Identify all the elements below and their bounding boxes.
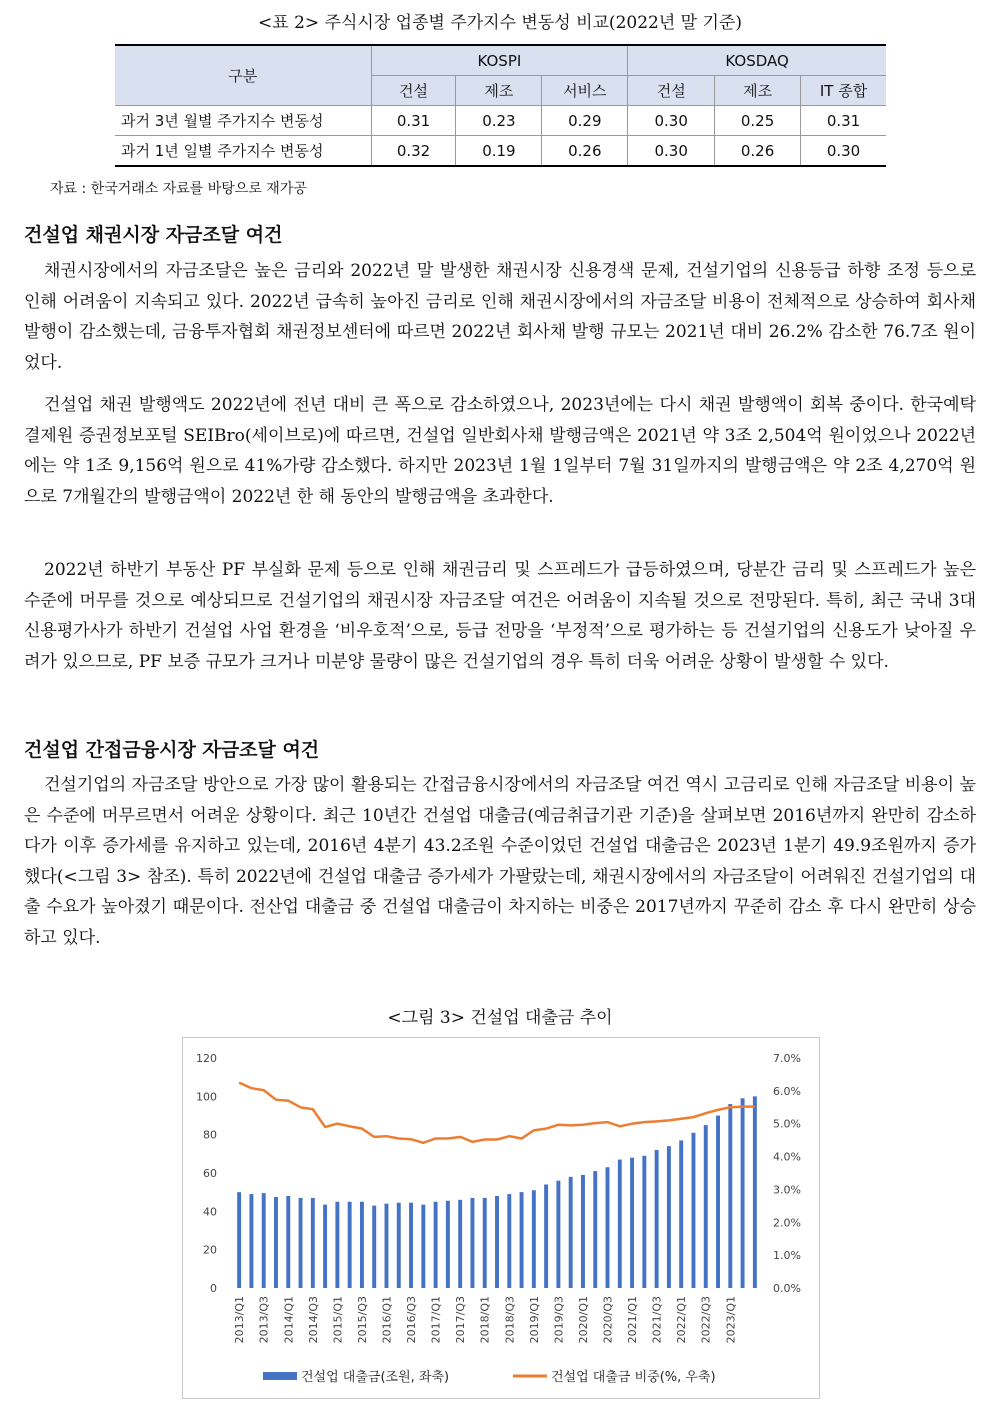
x-axis-tick-label: 2015/Q3 (355, 1296, 369, 1344)
right-axis-tick-label: 7.0% (773, 1052, 801, 1065)
x-axis-tick-label: 2018/Q1 (478, 1296, 492, 1344)
paragraph: 채권시장에서의 자금조달은 높은 금리와 2022년 말 발생한 채권시장 신용경색 문제, 건설기업의 신용등급 하향 조정 등으로 인해 어려움이 지속되고 있다. 2022년 급속히 높아진 금리로 인해 채권시장에서의 자금조달 비용이 전체적으로 상승하여 회사채 발행이 감소했는데, 금융투자협회 채권정보센터에 따르면 2022년 회사채 발행 규모는 2021년 대비 26.2% 감소한 76.7조 원이었다. (24, 261, 976, 373)
x-axis-tick-label: 2021/Q1 (626, 1296, 640, 1344)
right-axis-tick-label: 5.0% (773, 1117, 801, 1131)
table-row (115, 136, 886, 167)
bar (397, 1203, 401, 1288)
table-cell: 0.26 (715, 136, 801, 167)
x-axis-tick-label: 2019/Q1 (527, 1296, 541, 1344)
x-axis-tick-label: 2016/Q3 (405, 1296, 419, 1344)
bar (716, 1116, 720, 1289)
x-axis-tick-label: 2023/Q1 (724, 1296, 738, 1344)
bar (753, 1096, 757, 1288)
bar (618, 1160, 622, 1288)
table-cell: 0.32 (371, 136, 456, 167)
table-cell: 0.23 (456, 106, 542, 136)
table-cell: 0.30 (801, 136, 886, 167)
bar (262, 1193, 266, 1288)
legend-label: 건설업 대출금(조원, 좌축) (301, 1370, 450, 1385)
section-heading-bond-market: 건설업 채권시장 자금조달 여건 (24, 224, 283, 246)
bar (299, 1198, 303, 1288)
bar (532, 1190, 536, 1288)
bar (385, 1204, 389, 1288)
row-label: 과거 1년 일별 주가지수 변동성 (115, 136, 371, 167)
bar (520, 1192, 524, 1288)
table-cell: 0.19 (456, 136, 542, 167)
bar (335, 1202, 339, 1288)
column-header: 제조 (456, 76, 542, 106)
volatility-table (115, 44, 886, 167)
bar (446, 1201, 450, 1288)
x-axis-tick-label: 2019/Q3 (552, 1296, 566, 1344)
left-axis-tick-label: 120 (196, 1052, 217, 1065)
column-header: 건설 (371, 76, 456, 106)
bar (544, 1185, 548, 1289)
bar (692, 1133, 696, 1288)
column-header: IT 종합 (801, 76, 886, 106)
x-axis-tick-label: 2015/Q1 (331, 1296, 345, 1344)
bar (569, 1177, 573, 1288)
column-header: 건설 (628, 76, 715, 106)
bar (434, 1202, 438, 1288)
bar (286, 1196, 290, 1288)
table-row (115, 106, 886, 136)
table-cell: 0.30 (628, 136, 715, 167)
bar (704, 1125, 708, 1288)
table-caption: <표 2> 주식시장 업종별 주가지수 변동성 비교(2022년 말 기준) (258, 13, 742, 33)
table-corner-header: 구분 (115, 45, 371, 106)
chart-svg (183, 1038, 819, 1398)
bar (237, 1192, 241, 1288)
column-header: 서비스 (542, 76, 628, 106)
loan-trend-chart (182, 1037, 820, 1399)
bar (372, 1206, 376, 1288)
table-cell: 0.31 (801, 106, 886, 136)
right-axis-tick-label: 6.0% (773, 1084, 801, 1098)
bar (323, 1205, 327, 1288)
x-axis-tick-label: 2013/Q3 (257, 1296, 271, 1344)
bar (630, 1158, 634, 1288)
x-axis-tick-label: 2022/Q1 (675, 1296, 689, 1344)
bar (593, 1171, 597, 1288)
bar (470, 1198, 474, 1288)
bar (458, 1200, 462, 1288)
right-axis-tick-label: 0.0% (773, 1282, 801, 1295)
bar (642, 1156, 646, 1288)
left-axis-tick-label: 100 (196, 1090, 217, 1104)
bar (360, 1202, 364, 1288)
paragraph: 건설업 채권 발행액도 2022년에 전년 대비 큰 폭으로 감소하였으나, 2023년에는 다시 채권 발행액이 회복 중이다. 한국예탁결제원 증권정보포털 SEIBro(세이브로)에 따르면, 건설업 일반회사채 발행금액은 2021년 약 3조 2,504억 원이었으나 2022년에는 약 1조 9,156억 원으로 41%가량 감소했다. 하지만 2023년 1월 1일부터 7월 31일까지의 발행금액은 약 2조 4,270억 원으로 7개월간의 발행금액이 2022년 한 해 동안의 발행금액을 초과한다. (24, 395, 976, 507)
bar (274, 1197, 278, 1288)
table-cell: 0.30 (628, 106, 715, 136)
paragraph: 2022년 하반기 부동산 PF 부실화 문제 등으로 인해 채권금리 및 스프레드가 급등하였으며, 당분간 금리 및 스프레드가 높은 수준에 머무를 것으로 예상되므로 건설기업의 채권시장 자금조달 여건은 어려움이 지속될 것으로 전망된다. 특히, 최근 국내 3대 신용평가사가 하반기 건설업 사업 환경을 ‘비우호적’으로, 등급 전망을 ‘부정적’으로 평가하는 등 건설기업의 신용도가 낮아질 우려가 있으므로, PF 보증 규모가 크거나 미분양 물량이 많은 건설기업의 경우 특히 더욱 어려운 상황이 발생할 수 있다. (24, 560, 976, 672)
row-label: 과거 3년 월별 주가지수 변동성 (115, 106, 371, 136)
right-axis-tick-label: 3.0% (773, 1183, 801, 1197)
bar (679, 1140, 683, 1288)
bar (581, 1175, 585, 1288)
bar (311, 1198, 315, 1288)
legend-bar-swatch (263, 1372, 297, 1380)
x-axis-tick-label: 2018/Q3 (503, 1296, 517, 1344)
column-header: 제조 (715, 76, 801, 106)
x-axis-tick-label: 2020/Q3 (601, 1296, 615, 1344)
paragraph: 건설기업의 자금조달 방안으로 가장 많이 활용되는 간접금융시장에서의 자금조달 여건 역시 고금리로 인해 자금조달 비용이 높은 수준에 머무르면서 어려운 상황이다. 최근 10년간 건설업 대출금(예금취급기관 기준)을 살펴보면 2016년까지 완만히 감소하다가 이후 증가세를 유지하고 있는데, 2016년 4분기 43.2조원 수준이었던 건설업 대출금은 2023년 1분기 49.9조원까지 증가했다(<그림 3> 참조). 특히 2022년에 건설업 대출금 증가세가 가팔랐는데, 채권시장에서의 자금조달이 어려워진 건설기업의 대출 수요가 높아졌기 때문이다. 전산업 대출금 중 건설업 대출금이 차지하는 비중은 2017년까지 꾸준히 감소 후 다시 완만히 상승하고 있다. (24, 775, 976, 948)
right-axis-tick-label: 4.0% (773, 1150, 801, 1164)
x-axis-tick-label: 2014/Q3 (306, 1296, 320, 1344)
x-axis-tick-label: 2017/Q3 (454, 1296, 468, 1344)
share-line (239, 1083, 755, 1143)
left-axis-tick-label: 20 (203, 1243, 217, 1257)
table-cell: 0.26 (542, 136, 628, 167)
bar (421, 1205, 425, 1288)
x-axis-tick-label: 2016/Q1 (380, 1296, 394, 1344)
x-axis-tick-label: 2017/Q1 (429, 1296, 443, 1344)
legend-label: 건설업 대출금 비중(%, 우축) (551, 1370, 716, 1385)
table-cell: 0.25 (715, 106, 801, 136)
bar (667, 1146, 671, 1288)
figure-caption: <그림 3> 건설업 대출금 추이 (387, 1008, 613, 1028)
x-axis-tick-label: 2020/Q1 (576, 1296, 590, 1344)
x-axis-tick-label: 2022/Q3 (699, 1296, 713, 1344)
table-cell: 0.31 (371, 106, 456, 136)
section-heading-indirect-finance: 건설업 간접금융시장 자금조달 여건 (24, 739, 320, 761)
left-axis-tick-label: 0 (210, 1282, 217, 1295)
bar (655, 1150, 659, 1288)
bar (507, 1194, 511, 1288)
bar (606, 1167, 610, 1288)
left-axis-tick-label: 80 (203, 1128, 217, 1142)
left-axis-tick-label: 60 (203, 1167, 217, 1180)
group-header-kosdaq: KOSDAQ (628, 45, 886, 76)
left-axis-tick-label: 40 (203, 1205, 217, 1219)
x-axis-tick-label: 2021/Q3 (650, 1296, 664, 1344)
bar (348, 1202, 352, 1288)
group-header-kospi: KOSPI (371, 45, 628, 76)
bar (249, 1194, 253, 1288)
right-axis-tick-label: 1.0% (773, 1249, 801, 1263)
bar (483, 1198, 487, 1288)
bar (741, 1098, 745, 1288)
table-header-row (115, 45, 886, 76)
table-source-note: 자료 : 한국거래소 자료를 바탕으로 재가공 (50, 181, 307, 197)
bar (495, 1196, 499, 1288)
bar (728, 1104, 732, 1288)
right-axis-tick-label: 2.0% (773, 1216, 801, 1230)
x-axis-tick-label: 2013/Q1 (233, 1296, 247, 1344)
table-cell: 0.29 (542, 106, 628, 136)
x-axis-tick-label: 2014/Q1 (282, 1296, 296, 1344)
bar (409, 1203, 413, 1288)
bar (556, 1181, 560, 1288)
